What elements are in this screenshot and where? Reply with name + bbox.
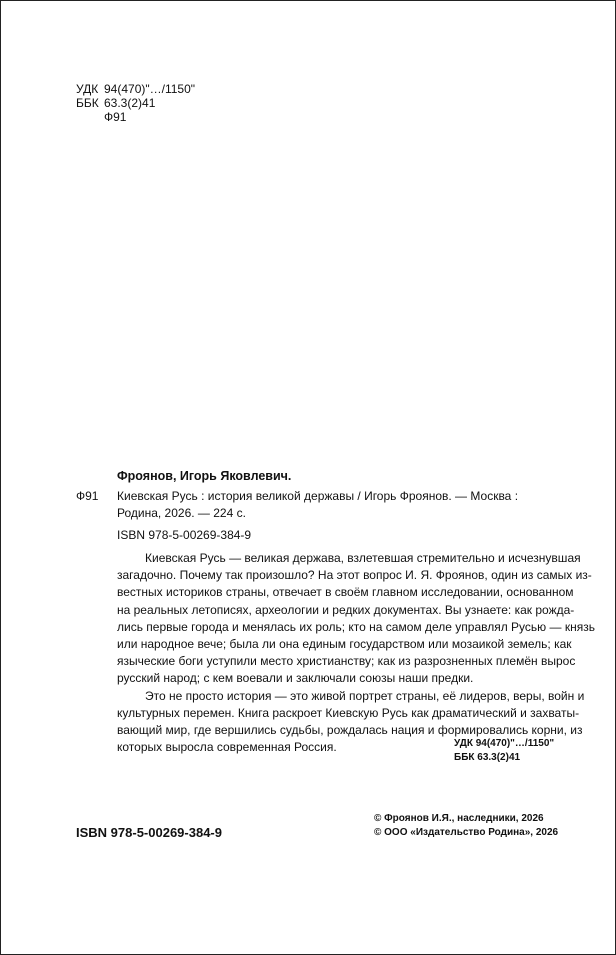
record-isbn: ISBN 978-5-00269-384-9 xyxy=(117,528,252,542)
abstract-line: Это не просто история — это живой портрет страны, её лидеров, веры, войн и xyxy=(145,688,585,703)
abstract-line: Киевская Русь — великая держава, взлетевшая стремительно и исчезнувшая xyxy=(145,551,581,565)
abstract-line: языческие боги уступили место христианству; как из разрозненных племён вырос xyxy=(117,654,576,669)
author-mark: Ф91 xyxy=(76,489,99,503)
catalog-codes xyxy=(76,82,195,124)
bbk-row xyxy=(76,96,195,110)
title-line-1: Киевская Русь : история великой державы / Игорь Фроянов. — Москва : xyxy=(117,489,519,503)
title-line-2: Родина, 2026. — 224 с. xyxy=(117,506,246,520)
author-mark-row xyxy=(76,110,195,124)
abstract-line: которых выросла современная Россия. xyxy=(117,740,337,755)
author-heading: Фроянов, Игорь Яковлевич. xyxy=(117,469,292,483)
copyrights xyxy=(374,812,558,840)
udk-label: УДК xyxy=(76,82,99,96)
footer-udk: УДК 94(470)"…/1150" xyxy=(454,738,555,749)
abstract-line: загадочно. Почему так произошло? На этот вопрос И. Я. Фроянов, один из самых из- xyxy=(117,568,592,583)
udk-value: 94(470)"…/1150" xyxy=(104,82,196,96)
footer-bbk: ББК 63.3(2)41 xyxy=(454,752,521,763)
bbk-value: 63.3(2)41 xyxy=(104,96,156,110)
footer-isbn: ISBN 978-5-00269-384-9 xyxy=(76,825,222,840)
abstract-line: лись первые города и менялась их роль; кто на самом деле управлял Русью — князь xyxy=(117,619,595,634)
copyright-publisher: © ООО «Издательство Родина», 2026 xyxy=(374,827,559,838)
abstract-line: культурных перемен. Книга раскроет Киевскую Русь как драматический и захваты- xyxy=(117,705,580,720)
footer-codes xyxy=(454,737,554,765)
author-mark-top: Ф91 xyxy=(104,110,127,124)
udk-row xyxy=(76,82,195,96)
abstract-line: на реальных летописях, археологии и редких документах. Вы узнаете: как рожда- xyxy=(117,602,575,617)
abstract-line: русский народ; с кем воевали и заключали союзы наши предки. xyxy=(117,671,474,686)
abstract-line: вающий мир, где вершились судьбы, рождалась нация и формировались корни, из xyxy=(117,722,583,737)
abstract-line: или народное вече; была ли она единым государством или мозаикой земель; как xyxy=(117,636,572,651)
abstract xyxy=(117,550,595,756)
copyright-author: © Фроянов И.Я., наследники, 2026 xyxy=(374,813,544,824)
abstract-line: вестных историков страны, отвечает в своём главном исследовании, основанном xyxy=(117,585,574,600)
bbk-label: ББК xyxy=(76,96,99,110)
